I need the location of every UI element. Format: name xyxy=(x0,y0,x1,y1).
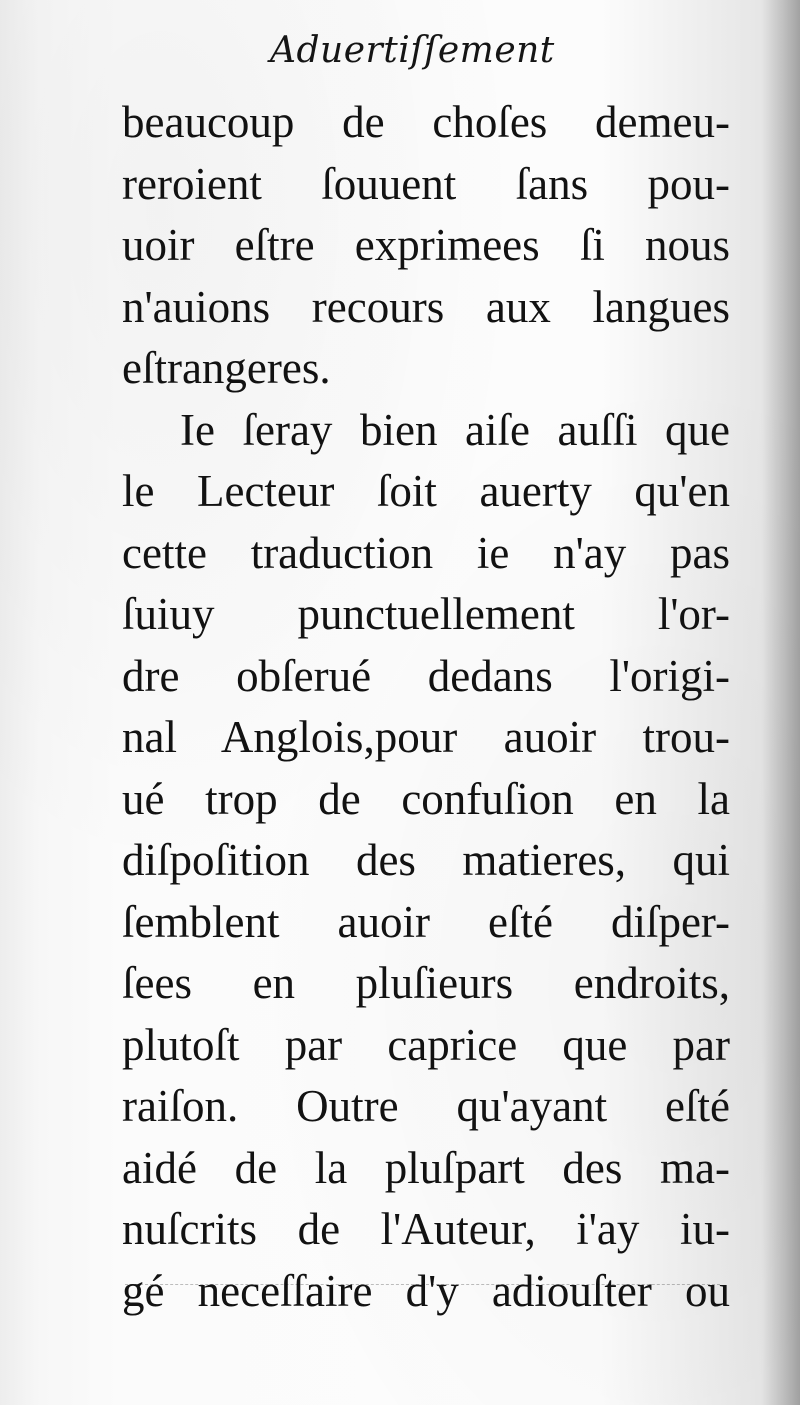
text-line: ſuiuy punctuellement l'or- xyxy=(122,589,730,639)
text-line: beaucoup de choſes demeu- xyxy=(122,97,730,147)
running-head: Aduertiſſement xyxy=(270,30,555,71)
text-line: reroient ſouuent ſans pou- xyxy=(122,158,730,209)
text-line: ſees en pluſieurs endroits, xyxy=(122,958,730,1008)
text-line: nal Anglois,pour auoir trou- xyxy=(122,712,730,762)
text-line: ué trop de confuſion en la xyxy=(122,773,730,824)
text-line: gé neceſſaire d'y adiouſter ou xyxy=(122,1265,730,1316)
bottom-rule xyxy=(125,1284,720,1285)
text-line: diſpoſition des matieres, qui xyxy=(122,835,730,885)
text-line: nuſcrits de l'Auteur, i'ay iu- xyxy=(122,1204,730,1254)
text-line: n'auions recours aux langues xyxy=(122,281,730,332)
text-line: Ie ſeray bien aiſe auſſi que xyxy=(180,404,730,455)
text-line: le Lecteur ſoit auerty qu'en xyxy=(122,466,730,516)
text-line: plutoſt par caprice que par xyxy=(122,1019,730,1070)
text-line: uoir eſtre exprimees ſi nous xyxy=(122,220,730,270)
text-line: cette traduction ie n'ay pas xyxy=(122,527,730,578)
text-line: aidé de la pluſpart des ma- xyxy=(122,1142,730,1193)
text-line: dre obſerué dedans l'origi- xyxy=(122,650,730,701)
text-line: raiſon. Outre qu'ayant eſté xyxy=(122,1081,730,1131)
text-line: eſtrangeres. xyxy=(122,343,331,393)
page-edge-shadow xyxy=(762,0,800,1405)
text-line: ſemblent auoir eſté diſper- xyxy=(122,896,730,947)
body-text xyxy=(122,92,730,1322)
